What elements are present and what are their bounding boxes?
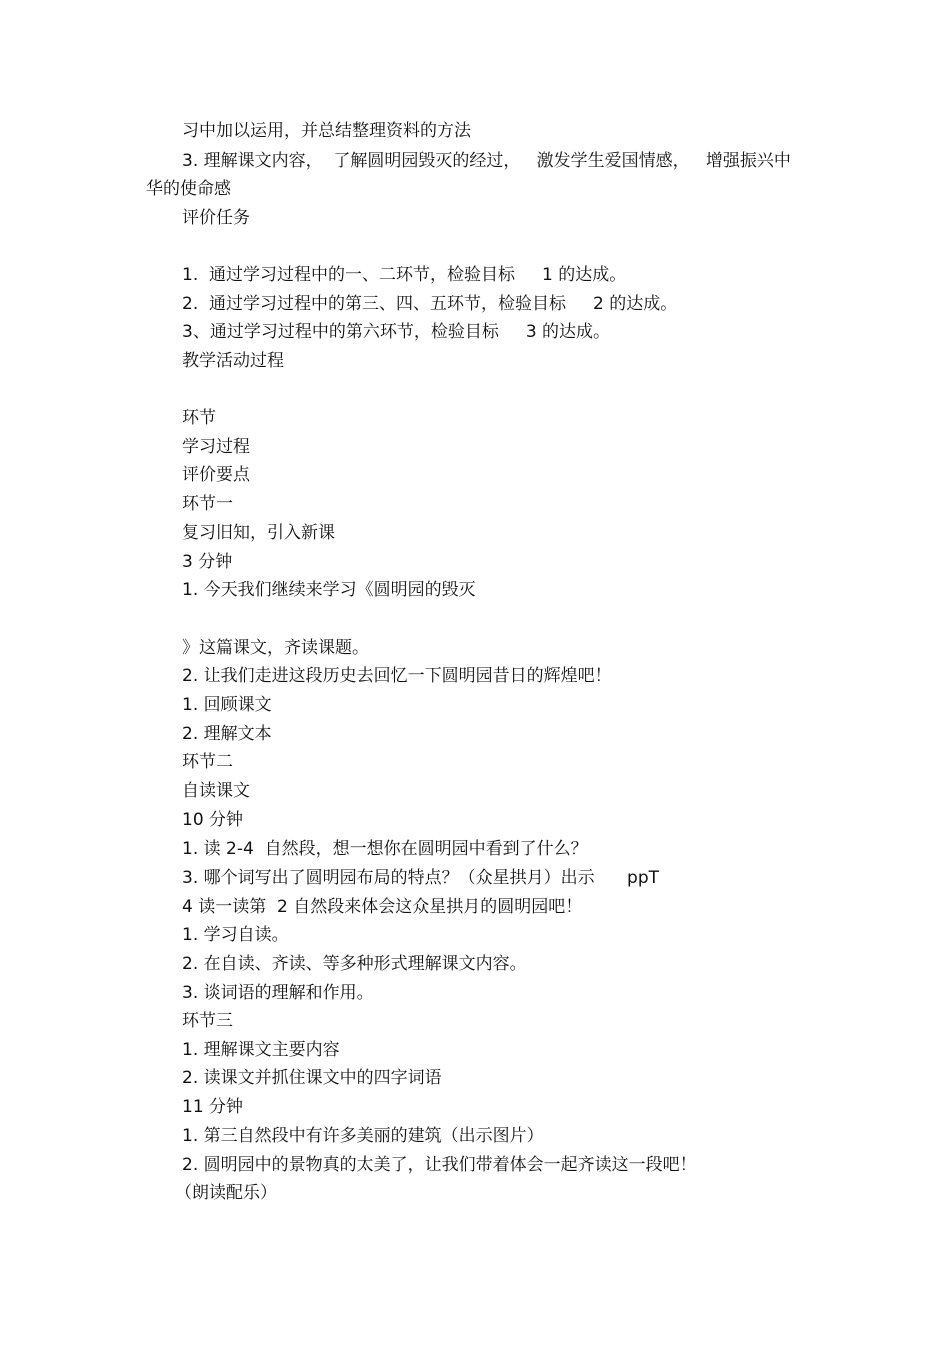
section-heading: 教学活动过程	[182, 351, 284, 371]
text-line: 3、通过学习过程中的第六环节，检验目标 3 的达成。	[182, 322, 611, 342]
text-line: 环节三	[182, 1011, 233, 1031]
text-line: 2. 让我们走进这段历史去回忆一下圆明园昔日的辉煌吧！	[182, 666, 612, 686]
text-line: 华的使命感	[146, 179, 231, 199]
section-heading: 评价任务	[182, 208, 250, 228]
text-line: 1. 学习自读。	[182, 925, 289, 945]
text-line: 学习过程	[182, 437, 250, 457]
text-line: 3. 理解课文内容， 了解圆明园毁灭的经过， 激发学生爱国情感， 增强振兴中	[182, 151, 791, 171]
text-line: 环节二	[182, 752, 233, 772]
text-line: 自读课文	[182, 781, 250, 801]
text-line: 1. 今天我们继续来学习《圆明园的毁灭	[182, 580, 476, 600]
text-line: 复习旧知，引入新课	[182, 523, 335, 543]
text-line: （朗读配乐）	[175, 1183, 277, 1203]
text-line: 环节	[182, 408, 216, 428]
text-line: 2. 读课文并抓住课文中的四字词语	[182, 1068, 442, 1088]
text-line: 4 读一读第 2 自然段来体会这众星拱月的圆明园吧！	[182, 897, 583, 917]
text-line: 1. 第三自然段中有许多美丽的建筑（出示图片）	[182, 1126, 544, 1146]
text-line: 评价要点	[182, 465, 250, 485]
text-line: 10 分钟	[182, 810, 244, 830]
text-line: 2. 圆明园中的景物真的太美了，让我们带着体会一起齐读这一段吧！	[182, 1155, 697, 1175]
text-line: 2. 在自读、齐读、等多种形式理解课文内容。	[182, 954, 527, 974]
text-line: 1. 回顾课文	[182, 695, 272, 715]
text-line: 环节一	[182, 494, 233, 514]
text-line: 3. 哪个词写出了圆明园布局的特点？（众星拱月）出示 ppT	[182, 868, 660, 888]
text-line: 11 分钟	[182, 1097, 244, 1117]
text-line: 》这篇课文，齐读课题。	[182, 638, 369, 658]
text-line: 1. 读 2-4 自然段，想一想你在圆明园中看到了什么？	[182, 839, 588, 859]
text-line: 3 分钟	[182, 552, 233, 572]
text-line: 2. 通过学习过程中的第三、四、五环节，检验目标 2 的达成。	[182, 294, 678, 314]
text-line: 1. 通过学习过程中的一、二环节，检验目标 1 的达成。	[182, 265, 627, 285]
text-line: 2. 理解文本	[182, 724, 272, 744]
text-line: 3. 谈词语的理解和作用。	[182, 983, 374, 1003]
text-line: 习中加以运用，并总结整理资料的方法	[182, 121, 471, 141]
text-line: 1. 理解课文主要内容	[182, 1040, 340, 1060]
